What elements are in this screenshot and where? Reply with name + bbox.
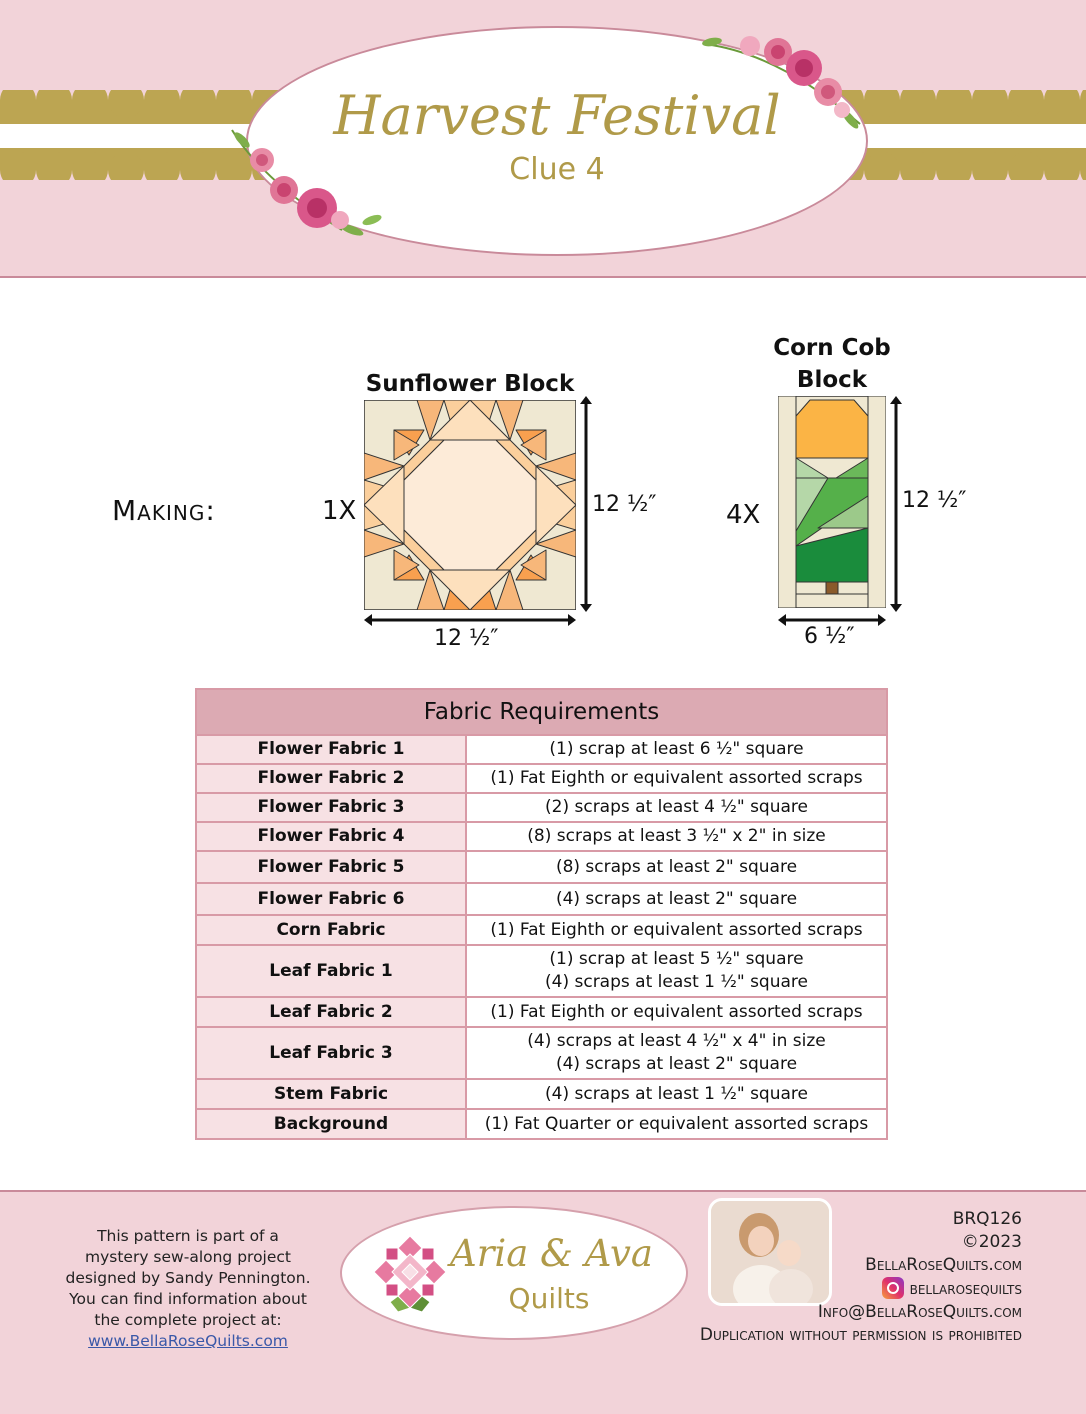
fabric-amount-line: (4) scraps at least 2" square (555, 888, 798, 909)
table-header-row (196, 689, 887, 735)
fabric-amount-cell (466, 764, 887, 793)
fabric-amount-line: (4) scraps at least 1 ½" square (545, 972, 808, 992)
footer-info-line: This pattern is part of a (97, 1227, 279, 1245)
fabric-name-cell: Flower Fabric 3 (196, 793, 466, 822)
fabric-name-cell: Flower Fabric 2 (196, 764, 466, 793)
fabric-name-cell: Corn Fabric (196, 915, 466, 945)
fabric-amount-line: (1) Fat Quarter or equivalent assorted scraps (484, 1113, 869, 1134)
scallop (0, 152, 36, 180)
page-subtitle: Clue 4 (509, 152, 605, 187)
scallop (864, 152, 900, 180)
fabric-amount-line: (8) scraps at least 2" square (555, 856, 798, 877)
fabric-amount-cell (466, 1079, 887, 1109)
fabric-amount-cell (466, 735, 887, 764)
footer-info-line: designed by Sandy Pennington. (65, 1269, 311, 1287)
table-row (196, 883, 887, 915)
scallop (180, 152, 216, 180)
scallop (1044, 90, 1080, 118)
fabric-requirements-table (195, 688, 888, 1140)
scallop (108, 152, 144, 180)
fabric-name-cell: Flower Fabric 5 (196, 851, 466, 883)
table-body (196, 735, 887, 1139)
table-row (196, 1109, 887, 1139)
table-row (196, 851, 887, 883)
scallop (972, 90, 1008, 118)
fabric-amount-cell (466, 793, 887, 822)
email-link[interactable]: Info@BellaRoseQuilts.com (817, 1302, 1022, 1322)
scallop (144, 152, 180, 180)
scallop (1008, 90, 1044, 118)
sunflower-block-title: Sunflower Block (365, 371, 575, 397)
fabric-amount-cell (466, 822, 887, 851)
table-title: Fabric Requirements (196, 689, 887, 735)
sunflower-block-illustration (364, 400, 576, 610)
copyright: ©2023 (961, 1232, 1022, 1252)
fabric-amount-line: (1) scrap at least 5 ½" square (549, 949, 804, 969)
fabric-amount-line: (1) scrap at least 6 ½" square (549, 739, 804, 759)
scallop (1008, 152, 1044, 180)
fabric-name-cell: Flower Fabric 4 (196, 822, 466, 851)
scallop (72, 90, 108, 118)
fabric-amount-cell (466, 997, 887, 1027)
footer-contact (700, 1208, 1022, 1347)
scallop (900, 152, 936, 180)
fabric-amount-cell (466, 915, 887, 945)
scallop (144, 90, 180, 118)
fabric-name-cell: Leaf Fabric 1 (196, 945, 466, 997)
table-row (196, 822, 887, 851)
fabric-name-cell: Flower Fabric 1 (196, 735, 466, 764)
corn-block-title-line1: Corn Cob (773, 335, 891, 361)
scallop (36, 152, 72, 180)
fabric-amount-cell (466, 945, 887, 997)
fabric-amount-cell (466, 1109, 887, 1139)
scallop (900, 90, 936, 118)
scallop (72, 152, 108, 180)
scallop (108, 90, 144, 118)
fabric-amount-line: (1) Fat Eighth or equivalent assorted scraps (490, 768, 863, 788)
fabric-amount-line: (1) Fat Eighth or equivalent assorted scraps (490, 919, 863, 940)
logo-name: Aria & Ava (450, 1232, 653, 1275)
scallop (1080, 90, 1086, 118)
scallop (36, 90, 72, 118)
duplication-notice: Duplication without permission is prohibited (699, 1325, 1022, 1345)
fabric-name-cell: Flower Fabric 6 (196, 883, 466, 915)
quilt-flower-logo-icon (372, 1234, 448, 1314)
fabric-amount-cell (466, 851, 887, 883)
scallop (936, 152, 972, 180)
corn-height-label: 12 ½″ (902, 488, 967, 513)
fabric-amount-line: (4) scraps at least 4 ½" x 4" in size (527, 1031, 826, 1051)
fabric-amount-cell (466, 883, 887, 915)
instagram-icon (882, 1277, 904, 1299)
fabric-amount-line: (2) scraps at least 4 ½" square (545, 797, 808, 817)
website-link[interactable]: BellaRoseQuilts.com (865, 1255, 1022, 1275)
footer-info-line: the complete project at: (94, 1311, 282, 1329)
corn-block-title-line2: Block (796, 367, 868, 394)
scallop (0, 90, 36, 118)
fabric-name-cell: Background (196, 1109, 466, 1139)
fabric-amount-line: (4) scraps at least 1 ½" square (545, 1083, 808, 1104)
instagram-row[interactable] (700, 1277, 1022, 1301)
corn-width-label: 6 ½″ (804, 624, 855, 649)
sunflower-width-label: 12 ½″ (434, 626, 499, 651)
fabric-amount-line: (1) Fat Eighth or equivalent assorted scraps (490, 1001, 863, 1022)
corn-cob-block-illustration (778, 396, 886, 608)
table-row (196, 1079, 887, 1109)
footer-info-line: mystery sew-along project (85, 1248, 291, 1266)
fabric-amount-line: (4) scraps at least 2" square (555, 1054, 798, 1074)
table-row (196, 915, 887, 945)
table-row (196, 1027, 887, 1079)
table-row (196, 997, 887, 1027)
fabric-amount-cell (466, 1027, 887, 1079)
scallop (180, 90, 216, 118)
instagram-handle: bellarosequilts (909, 1279, 1022, 1299)
scallop (936, 90, 972, 118)
table-row (196, 735, 887, 764)
table-row (196, 945, 887, 997)
header-banner (0, 0, 1086, 278)
table-row (196, 764, 887, 793)
sunflower-height-label: 12 ½″ (592, 492, 657, 517)
fabric-name-cell: Leaf Fabric 3 (196, 1027, 466, 1079)
table-row (196, 793, 887, 822)
fabric-amount-line: (8) scraps at least 3 ½" x 2" in size (527, 826, 826, 846)
footer-info-line: You can find information about (69, 1290, 307, 1308)
footer-info-text (54, 1226, 322, 1352)
scallop (1080, 152, 1086, 180)
sunflower-count: 1X (322, 496, 357, 526)
fabric-name-cell: Stem Fabric (196, 1079, 466, 1109)
project-website-link[interactable]: www.BellaRoseQuilts.com (88, 1332, 288, 1350)
scallop (1044, 152, 1080, 180)
fabric-name-cell: Leaf Fabric 2 (196, 997, 466, 1027)
making-label: Making: (112, 494, 216, 527)
page-title: Harvest Festival (333, 84, 781, 147)
scallop (972, 152, 1008, 180)
logo-subtitle: Quilts (508, 1282, 590, 1315)
corn-count: 4X (726, 500, 761, 530)
corn-block-title (752, 332, 912, 396)
pattern-code: BRQ126 (952, 1209, 1022, 1229)
